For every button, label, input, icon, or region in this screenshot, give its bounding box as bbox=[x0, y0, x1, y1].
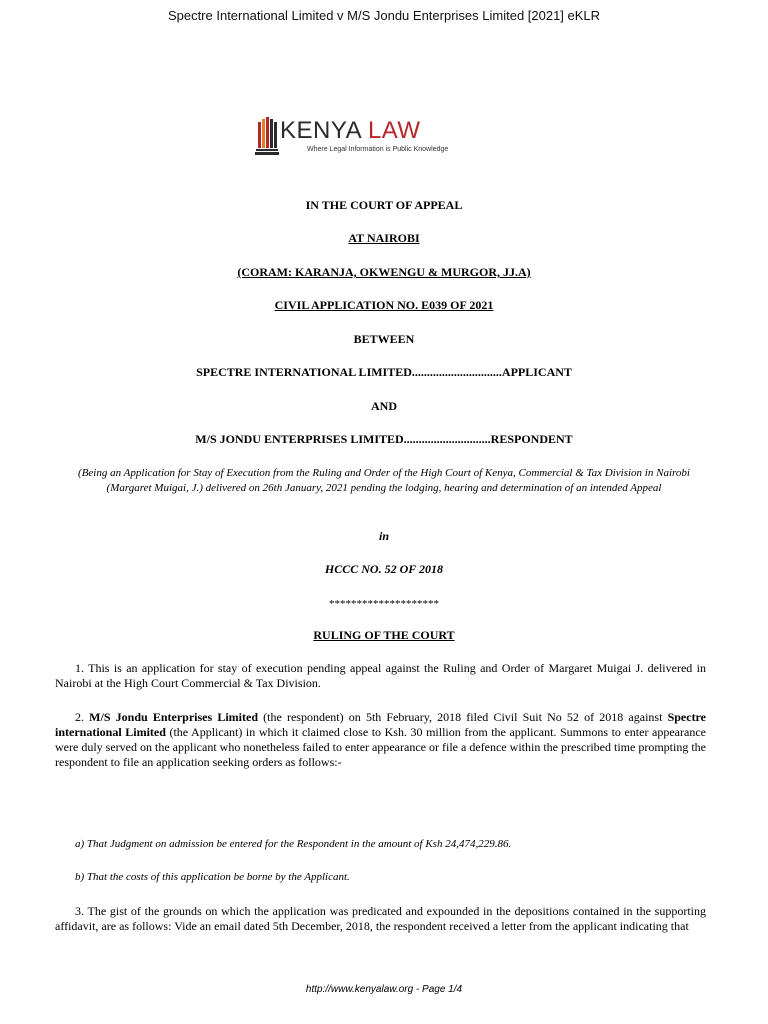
stars-divider: ******************** bbox=[329, 598, 439, 610]
page-footer: http://www.kenyalaw.org - Page 1/4 bbox=[305, 984, 463, 995]
document-header: Spectre International Limited v M/S Jondu Enterprises Limited [2021] eKLR bbox=[167, 8, 601, 23]
court-location: AT NAIROBI bbox=[348, 231, 420, 245]
p2-text-2: (the Applicant) in which it claimed close to Ksh. 30 million from the applicant. Summons to enter appearance were duly served on the applicant who nonetheless failed to enter appearance or file a defence within the prescribed time prompting the respondent to file an application seeking orders as follows:- bbox=[55, 725, 706, 769]
logo-wordmark bbox=[280, 117, 421, 145]
p2-applicant-name: Spectre international Limited bbox=[55, 710, 706, 739]
order-item-a: a) That Judgment on admission be entered for the Respondent in the amount of Ksh 24,474,229.86. bbox=[75, 838, 512, 850]
application-number: CIVIL APPLICATION NO. E039 OF 2021 bbox=[274, 298, 494, 312]
ruling-title: RULING OF THE COURT bbox=[313, 628, 455, 642]
p2-number: 2. bbox=[75, 710, 90, 724]
kenya-law-logo bbox=[255, 116, 475, 160]
paragraph-3: 3. The gist of the grounds on which the application was predicated and expounded in the depositions contained in the supporting affidavit, are as follows: Vide an email dated 5th December, 2018, the respondent received a letter from the applicant indicating that bbox=[55, 904, 706, 933]
hccc-number: HCCC NO. 52 OF 2018 bbox=[324, 562, 444, 576]
between-label: BETWEEN bbox=[353, 332, 415, 346]
application-note: (Being an Application for Stay of Execution from the Ruling and Order of the High Court of Kenya, Commercial & Tax Division in Nairobi (Margaret Muigai, J.) delivered on 26th January, 2021 pending the lodging, hearing and determination of an intended Appeal bbox=[78, 467, 690, 494]
coram: (CORAM: KARANJA, OKWENGU & MURGOR, JJ.A) bbox=[237, 265, 531, 279]
p2-respondent-name: M/S Jondu Enterprises Limited bbox=[89, 710, 258, 724]
in-label: in bbox=[378, 529, 389, 543]
p2-text-1: (the respondent) on 5th February, 2018 filed Civil Suit No 52 of 2018 against bbox=[258, 710, 668, 724]
paragraph-1: 1. This is an application for stay of execution pending appeal against the Ruling and Order of Margaret Muigai J. delivered in Nairobi at the High Court Commercial & Tax Division. bbox=[55, 661, 706, 690]
applicant-line: SPECTRE INTERNATIONAL LIMITED..............................APPLICANT bbox=[196, 365, 572, 379]
order-item-b: b) That the costs of this application be borne by the Applicant. bbox=[75, 871, 350, 883]
logo-tagline: Where Legal Information is Public Knowledge bbox=[307, 146, 449, 153]
and-label: AND bbox=[371, 399, 397, 413]
logo-kenya-text: KENYA bbox=[280, 117, 368, 144]
paragraph-2 bbox=[55, 710, 706, 770]
pillars-icon bbox=[255, 116, 279, 156]
respondent-line: M/S JONDU ENTERPRISES LIMITED.............................RESPONDENT bbox=[195, 432, 573, 446]
logo-law-text: LAW bbox=[367, 117, 421, 144]
court-name: IN THE COURT OF APPEAL bbox=[305, 198, 463, 212]
